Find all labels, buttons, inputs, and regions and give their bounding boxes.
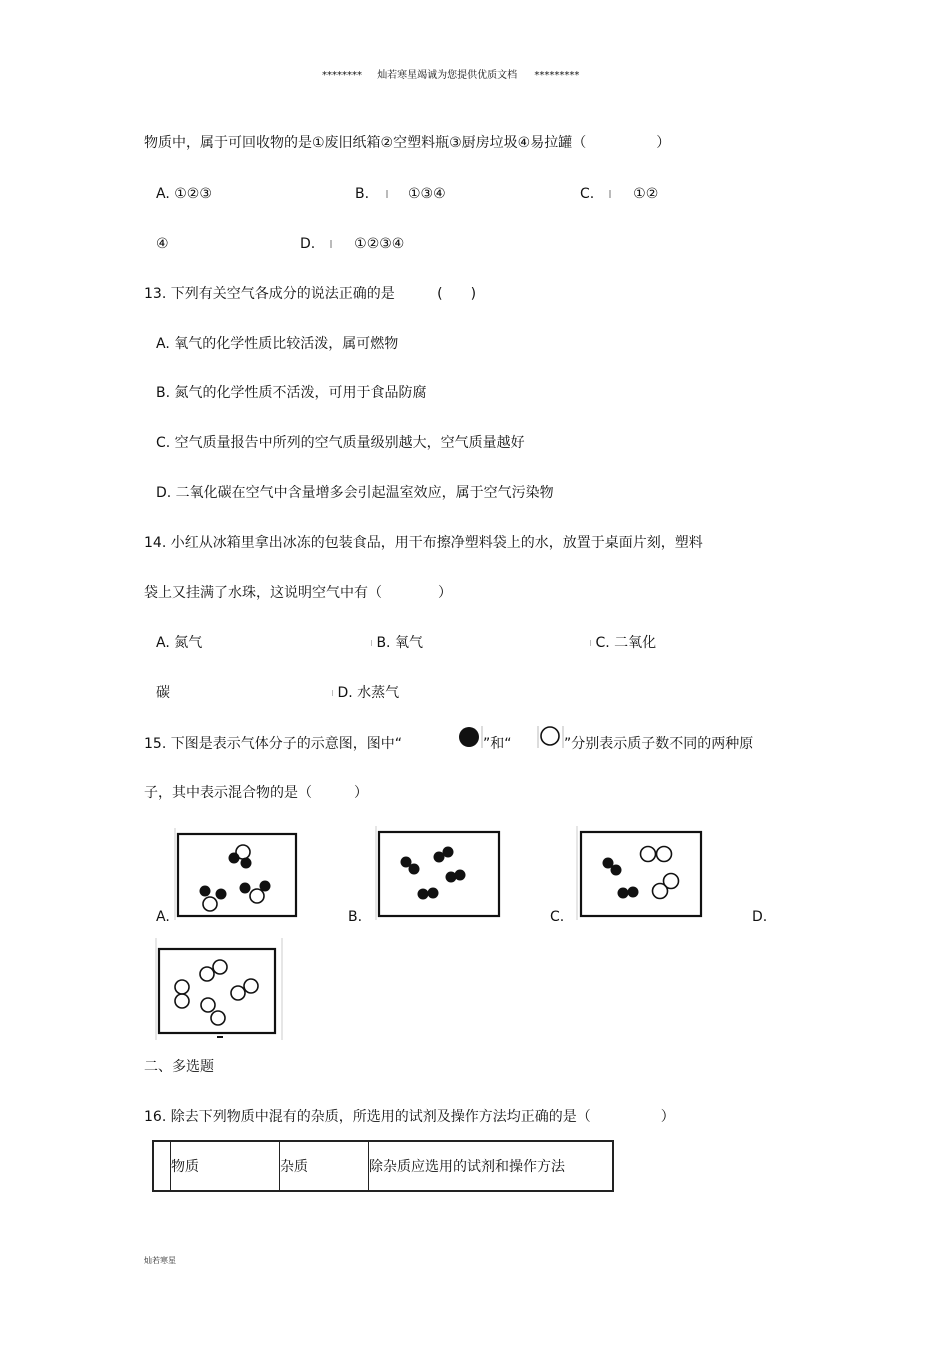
- scan-mark: [330, 240, 332, 248]
- q14-option-b: [371, 634, 423, 652]
- filled-atom: [443, 847, 454, 858]
- hollow-atom: [657, 847, 672, 862]
- q12-option-b-label: B.: [355, 186, 370, 202]
- hollow-atom: [211, 1011, 225, 1025]
- q15-stem-line1-a: 15. 下图是表示气体分子的示意图，图中“: [144, 736, 402, 752]
- q15-diagram-b: [375, 826, 505, 920]
- q13-stem: [144, 285, 476, 303]
- table-header-row: [153, 1141, 613, 1191]
- hollow-atom: [213, 960, 227, 974]
- filled-atom: [216, 889, 227, 900]
- filled-atom: [240, 883, 251, 894]
- hollow-atom: [175, 980, 189, 994]
- hollow-atom: [244, 979, 258, 993]
- q12-option-b: [355, 185, 446, 203]
- page-header: [322, 70, 579, 82]
- q15-diagram-d: [154, 938, 286, 1040]
- q13-option-b: B. 氮气的化学性质不活泼，可用于食品防腐: [156, 385, 427, 401]
- filled-atom: [229, 853, 240, 864]
- q15-option-c-label: C.: [550, 909, 565, 925]
- hollow-atom: [201, 998, 215, 1012]
- hollow-atom: [250, 889, 264, 903]
- q14-option-c-cont: 碳: [156, 685, 170, 701]
- filled-atom: [455, 870, 466, 881]
- hollow-atom: [200, 967, 214, 981]
- q13-option-a: A. 氧气的化学性质比较活泼，属可燃物: [156, 336, 399, 352]
- filled-atom: [428, 888, 439, 899]
- filled-atom: [611, 865, 622, 876]
- header-stars-right: *********: [534, 70, 580, 81]
- q14-option-d-text: D. 水蒸气: [337, 685, 400, 701]
- scan-mark: [609, 190, 611, 198]
- q14-option-c-text: C. 二氧化: [595, 635, 657, 651]
- q12-option-d: [300, 235, 404, 253]
- q14-stem-line2: 袋上又挂满了水珠，这说明空气中有（ ）: [144, 585, 452, 601]
- filled-atom: [241, 858, 252, 869]
- q15-diagram-a: [173, 828, 305, 920]
- q12-option-c: [580, 185, 658, 203]
- hollow-atom: [175, 994, 189, 1008]
- table-header-cell: 杂质: [280, 1141, 369, 1191]
- scan-mark: [371, 640, 372, 646]
- q15-option-a-label: A.: [156, 909, 170, 925]
- q13-option-c: C. 空气质量报告中所列的空气质量级别越大，空气质量越好: [156, 435, 525, 451]
- scan-mark: [332, 690, 333, 696]
- table-header-cell: 除杂质应选用的试剂和操作方法: [369, 1141, 614, 1191]
- q14-option-b-text: B. 氧气: [376, 635, 423, 651]
- q15-stem-line1-c: ”分别表示质子数不同的两种原: [564, 736, 754, 752]
- q14-option-c: [590, 634, 656, 652]
- q16-stem: 16. 除去下列物质中混有的杂质，所选用的试剂及操作方法均正确的是（ ）: [144, 1109, 675, 1125]
- header-text: 灿若寒星竭诚为您提供优质文档: [377, 70, 518, 81]
- q12-option-c-label: C.: [580, 186, 595, 202]
- section-title: 二、多选题: [144, 1059, 214, 1075]
- hollow-atom: [231, 986, 245, 1000]
- q14-option-d: [332, 684, 399, 702]
- scan-mark: [386, 190, 388, 198]
- q12-option-c-value: ①②: [633, 186, 659, 202]
- hollow-atom: [653, 884, 668, 899]
- q14-stem-line1: 14. 小红从冰箱里拿出冰冻的包装食品，用干布擦净塑料袋上的水，放置于桌面片刻，塑料: [144, 535, 703, 551]
- table-header-cell: [153, 1141, 171, 1191]
- filled-atom: [409, 864, 420, 875]
- q15-diagram-c: [576, 826, 706, 920]
- q12-stem: 物质中，属于可回收物的是①废旧纸箱②空塑料瓶③厨房垃圾④易拉罐（ ）: [144, 135, 671, 151]
- scan-mark: [590, 640, 591, 646]
- filled-atom: [418, 889, 429, 900]
- q13-paren: ( ): [437, 286, 477, 302]
- q16-table: [152, 1140, 614, 1192]
- q12-option-c-cont: ④: [156, 236, 169, 252]
- filled-atom: [618, 888, 629, 899]
- q15-option-b-label: B.: [348, 909, 363, 925]
- filled-atom-icon: [455, 724, 485, 750]
- table-header-cell: 物质: [171, 1141, 280, 1191]
- q15-option-d-label: D.: [752, 909, 768, 925]
- q15-stem-line1-b: ”和“: [483, 736, 512, 752]
- hollow-atom: [641, 847, 656, 862]
- hollow-atom: [203, 897, 217, 911]
- hollow-atom-icon: [536, 724, 566, 750]
- q12-option-d-label: D.: [300, 236, 316, 252]
- q13-stem-text: 13. 下列有关空气各成分的说法正确的是: [144, 286, 395, 302]
- q12-option-b-value: ①③④: [407, 186, 446, 202]
- page-footer: 灿若寒星: [144, 1256, 176, 1265]
- q12-option-d-value: ①②③④: [354, 236, 405, 252]
- header-stars-left: ********: [322, 70, 362, 81]
- filled-atom: [200, 886, 211, 897]
- q12-option-a: A. ①②③: [156, 186, 212, 202]
- filled-atom: [628, 887, 639, 898]
- q15-stem-line2: 子，其中表示混合物的是（ ）: [144, 785, 368, 801]
- q13-option-d: D. 二氧化碳在空气中含量增多会引起温室效应，属于空气污染物: [156, 485, 554, 501]
- q14-option-a: A. 氮气: [156, 635, 203, 651]
